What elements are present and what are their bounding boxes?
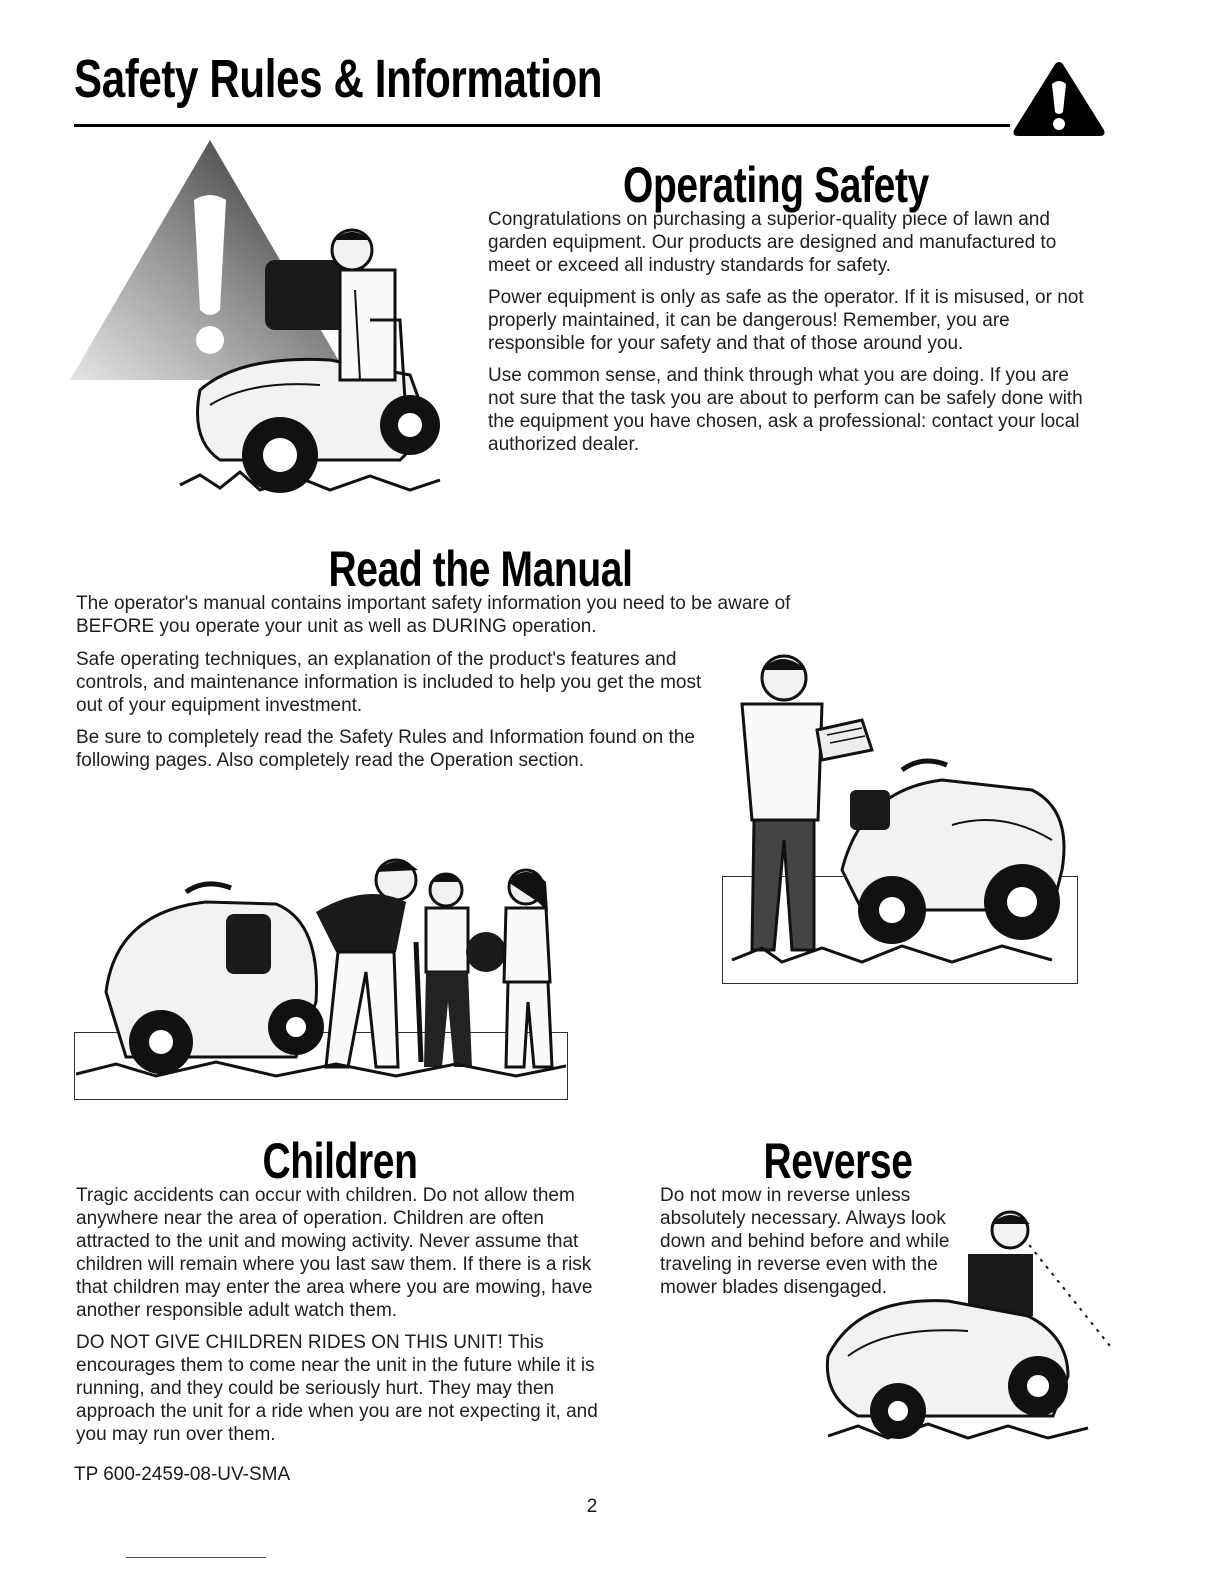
operating-safety-text — [488, 208, 1098, 465]
read-manual-heading: Read the Manual — [328, 541, 633, 597]
read-manual-body — [76, 648, 711, 781]
read-manual-paragraph-2: Safe operating techniques, an explanation of the product's features and controls, and maintenance information is included to help you get the most out of your equipment investment. — [76, 649, 702, 716]
children-heading: Children — [262, 1133, 418, 1189]
document-code: TP 600-2459-08-UV-SMA — [74, 1464, 291, 1485]
children-text — [76, 1184, 611, 1455]
reading-manual-illustration — [722, 640, 1082, 980]
children-paragraph-2: DO NOT GIVE CHILDREN RIDES ON THIS UNIT! This encourages them to come near the unit in the future while it is running, and they could be seriously hurt. They may then approach the unit for a ride when you are not expecting it, and you may run over them. — [76, 1332, 598, 1445]
read-manual-paragraph-1: The operator's manual contains important safety information you need to be aware of BEFORE you operate your unit as well as DURING operation. — [76, 593, 791, 637]
children-mower-illustration — [76, 842, 566, 1082]
reverse-paragraph-1: Do not mow in reverse unless absolutely necessary. Always look down and behind before and while traveling in reverse even with the mower blades disengaged. — [660, 1185, 950, 1298]
reverse-mower-illustration — [818, 1206, 1118, 1446]
operating-safety-paragraph-2: Power equipment is only as safe as the operator. If it is misused, or not properly maintained, it can be dangerous! Remember, you are responsible for your safety and that of those around you. — [488, 287, 1084, 354]
header-rule — [74, 124, 1010, 127]
page-number: 2 — [586, 1496, 598, 1517]
operating-safety-heading: Operating Safety — [623, 157, 929, 213]
read-manual-paragraph-3: Be sure to completely read the Safety Rules and Information found on the following pages. Also completely read the Operation section. — [76, 727, 695, 771]
warning-triangle-icon — [1010, 58, 1108, 140]
operating-safety-paragraph-3: Use common sense, and think through what you are doing. If you are not sure that the task you are about to perform can be safely done with the equipment you have chosen, ask a professional: contact your local authorized dealer. — [488, 365, 1083, 455]
warning-mower-illustration — [70, 140, 450, 500]
page-title: Safety Rules & Information — [74, 49, 603, 109]
footer-rule — [126, 1557, 266, 1558]
read-manual-intro — [76, 592, 836, 647]
operating-safety-paragraph-1: Congratulations on purchasing a superior-quality piece of lawn and garden equipment. Our products are designed and manufactured to meet or exceed all industry standards for safety. — [488, 209, 1057, 276]
children-paragraph-1: Tragic accidents can occur with children. Do not allow them anywhere near the area of operation. Children are often attracted to the unit and mowing activity. Never assume that children will remain where you last saw them. If there is a risk that children may enter the area where you are mowing, have another responsible adult watch them. — [76, 1185, 593, 1321]
reverse-heading: Reverse — [763, 1133, 913, 1189]
